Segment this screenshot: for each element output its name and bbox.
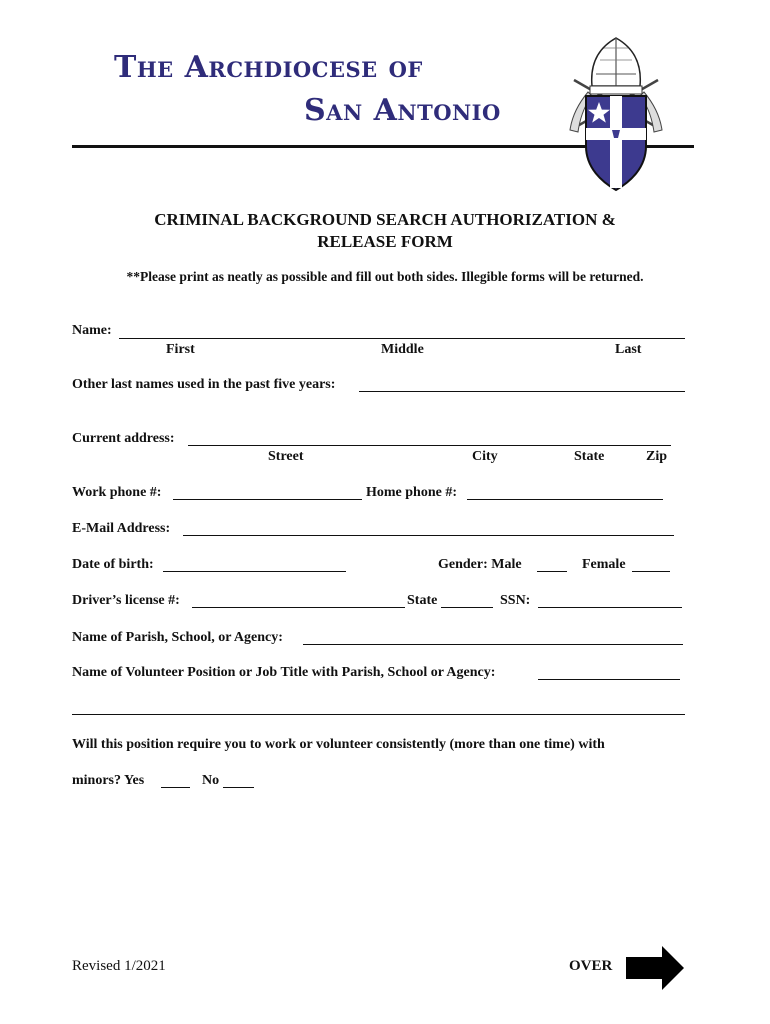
home-phone-label: Home phone #: [366,485,457,500]
minors-question-line2: minors? Yes [72,773,145,788]
ssn-label: SSN: [500,593,531,608]
address-state-label: State [574,449,605,464]
name-first-label: First [166,342,195,357]
minors-no-label: No [202,773,220,788]
revision-date: Revised 1/2021 [72,958,166,974]
position-field-line2[interactable] [72,714,685,715]
minors-yes-field[interactable] [161,787,190,788]
gender-male-field[interactable] [537,571,567,572]
address-city-label: City [472,449,498,464]
name-field[interactable] [119,338,685,339]
work-phone-label: Work phone #: [72,485,162,500]
over-label: OVER [569,958,613,974]
name-label: Name: [72,323,112,338]
arrow-right-icon [624,944,686,992]
org-name-line1: The Archdiocese of [114,50,423,85]
gender-female-field[interactable] [632,571,670,572]
email-label: E-Mail Address: [72,521,171,536]
name-middle-label: Middle [381,342,424,357]
address-zip-label: Zip [646,449,668,464]
name-last-label: Last [615,342,642,357]
other-names-label: Other last names used in the past five years: [72,377,336,392]
address-field[interactable] [188,445,671,446]
parish-label: Name of Parish, School, or Agency: [72,630,283,645]
home-phone-field[interactable] [467,499,663,500]
archdiocese-crest-icon [560,34,672,194]
address-street-label: Street [268,449,304,464]
parish-field[interactable] [303,644,683,645]
minors-question-line1: Will this position require you to work or volunteer consistently (more than one time) with [72,737,605,752]
position-field[interactable] [538,679,680,680]
ssn-field[interactable] [538,607,682,608]
work-phone-field[interactable] [173,499,362,500]
form-title-line1: CRIMINAL BACKGROUND SEARCH AUTHORIZATION & [154,210,616,229]
gender-female-label: Female [582,557,626,572]
minors-no-field[interactable] [223,787,254,788]
form-title-line2: RELEASE FORM [317,232,453,251]
drivers-license-label: Driver’s license #: [72,593,180,608]
email-field[interactable] [183,535,674,536]
drivers-license-field[interactable] [192,607,405,608]
license-state-field[interactable] [441,607,493,608]
address-label: Current address: [72,431,175,446]
gender-male-label: Gender: Male [438,557,522,572]
license-state-label: State [407,593,438,608]
org-name-line2: San Antonio [304,93,501,128]
instructions-note: **Please print as neatly as possible and fill out both sides. Illegible forms will be returned. [126,269,644,284]
dob-label: Date of birth: [72,557,154,572]
position-label: Name of Volunteer Position or Job Title with Parish, School or Agency: [72,665,496,680]
letterhead [72,30,694,200]
other-names-field[interactable] [359,391,685,392]
dob-field[interactable] [163,571,346,572]
